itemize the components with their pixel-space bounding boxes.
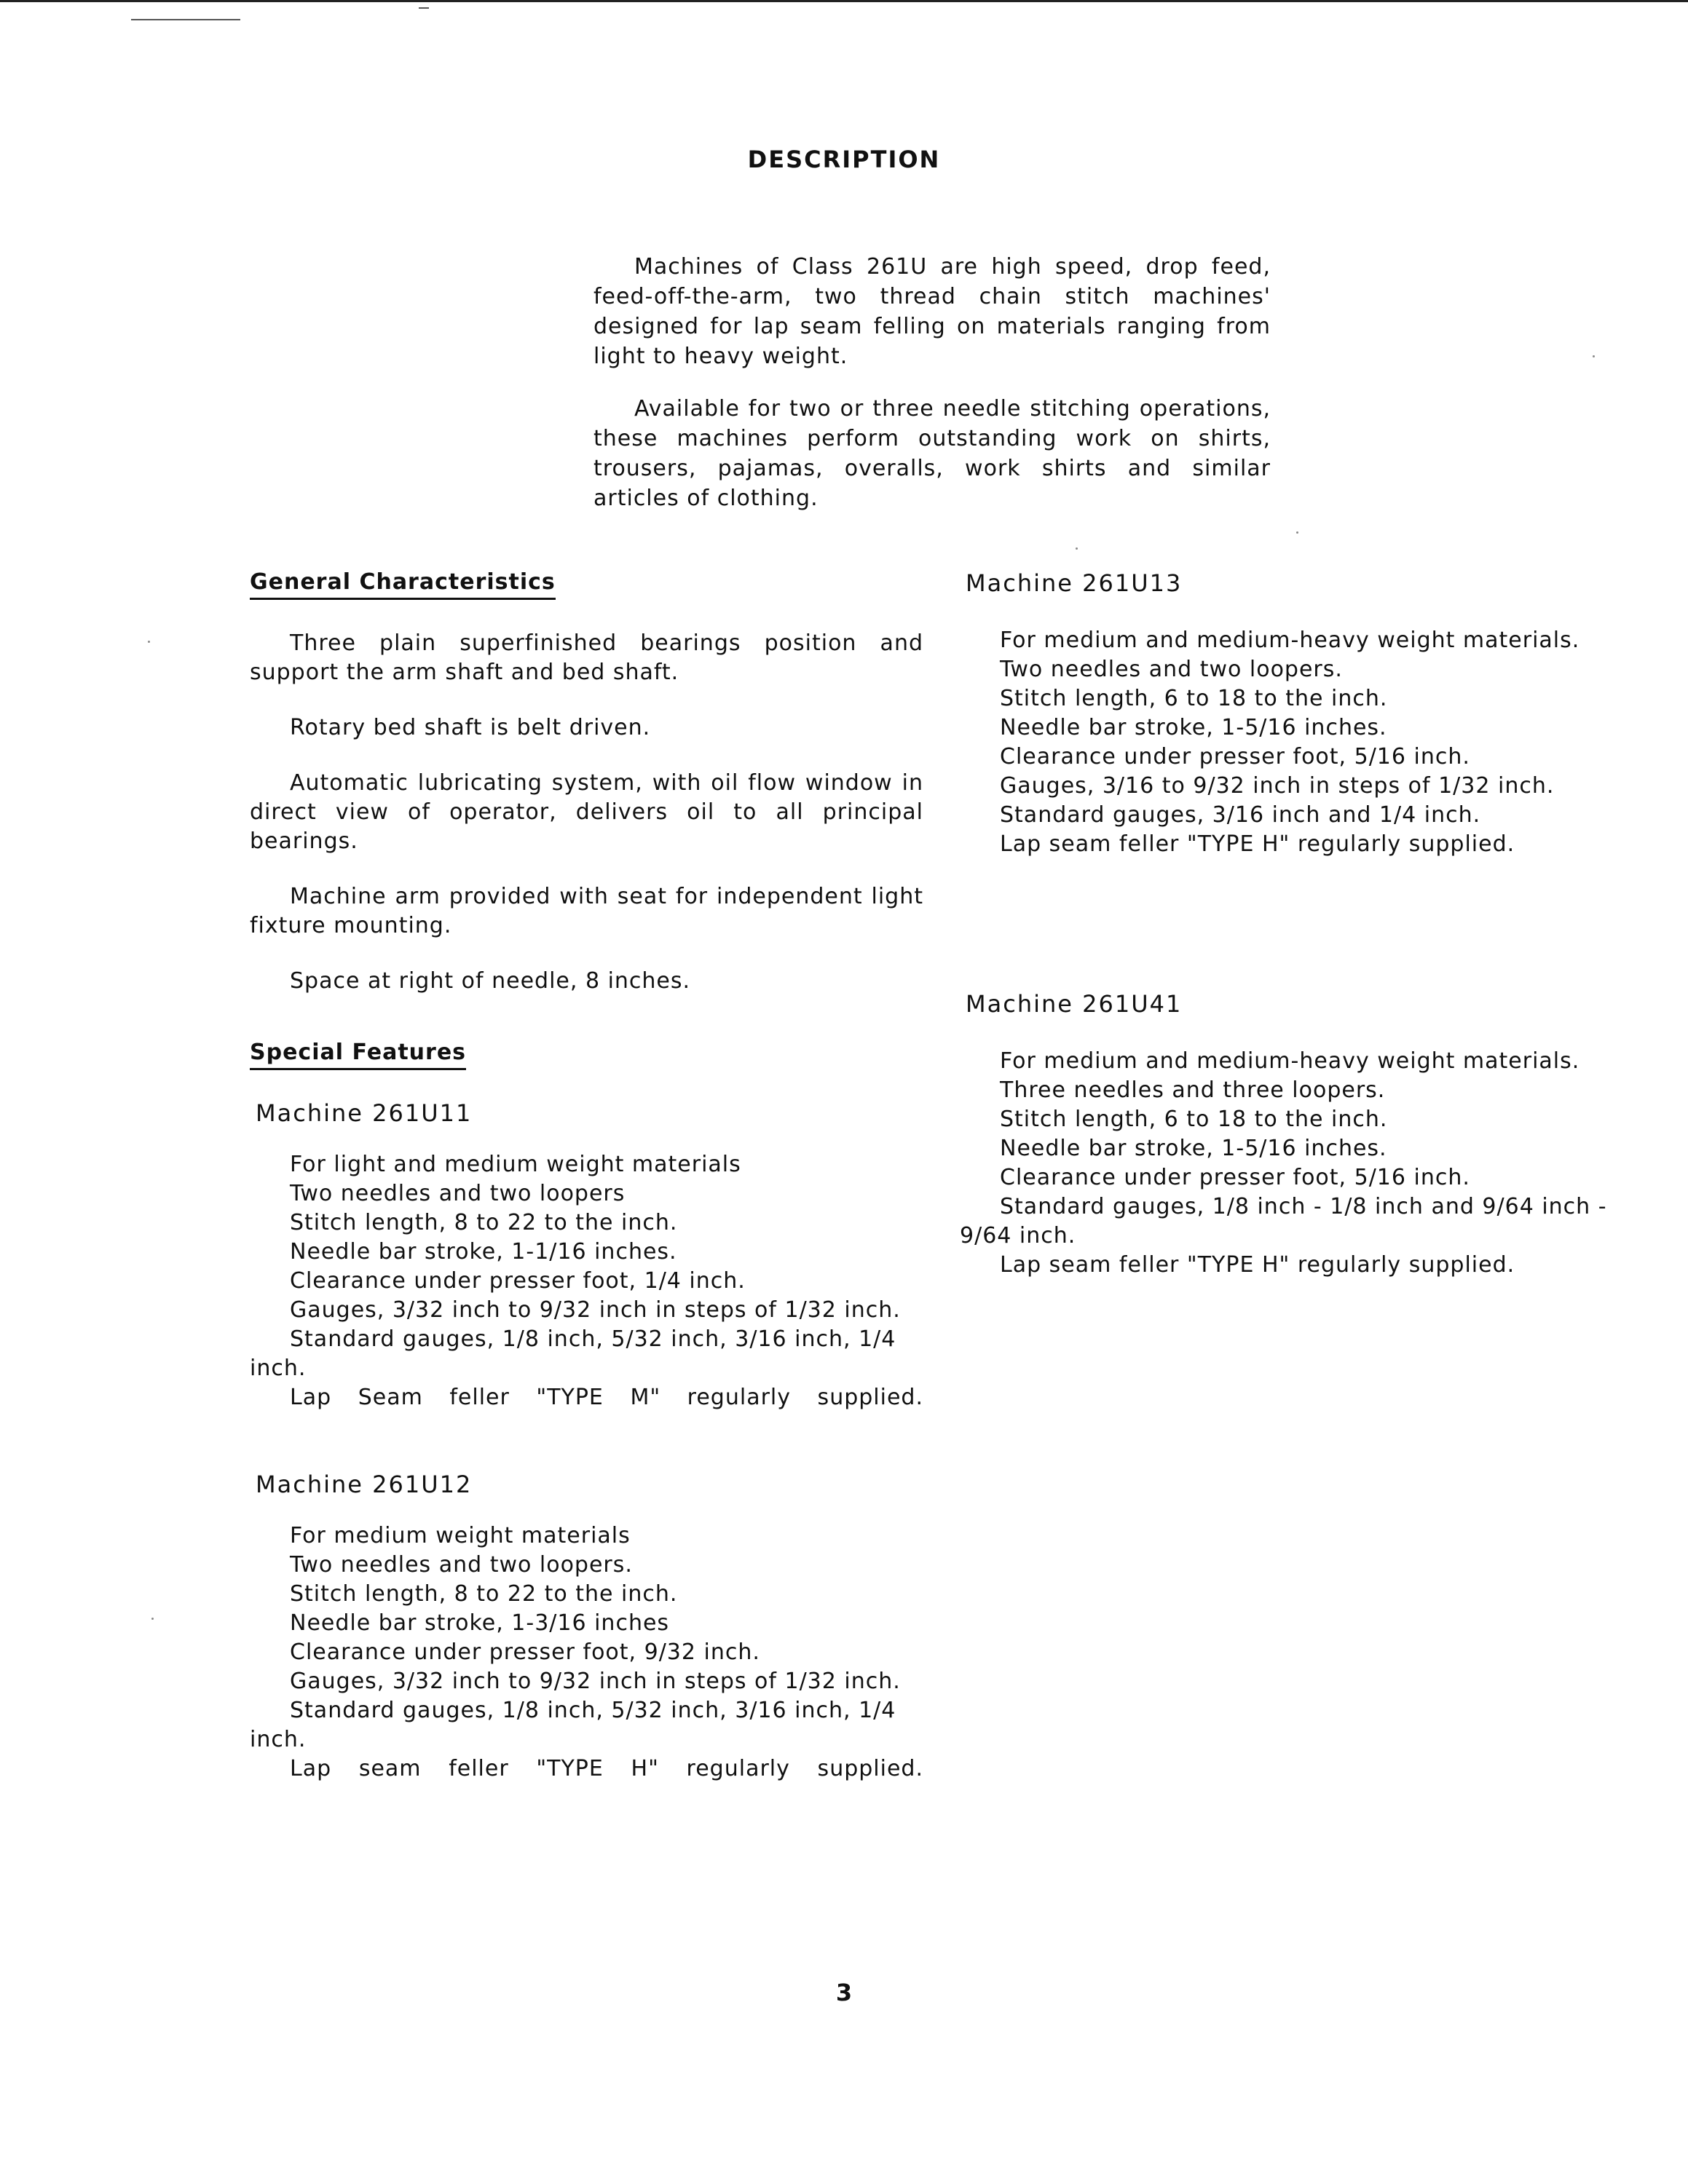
spec-item: Two needles and two loopers. (1000, 657, 1343, 682)
page-number: 3 (835, 1979, 853, 2006)
scan-speck (151, 1618, 154, 1620)
spec-item: Gauges, 3/16 to 9/32 inch in steps of 1/32 inch. (1000, 773, 1555, 799)
spec-item: Stitch length, 6 to 18 to the inch. (1000, 686, 1388, 711)
special-features-heading: Special Features (250, 1040, 466, 1070)
spec-item: Standard gauges, 1/8 inch - 1/8 inch and 9/64 inch - 9/64 inch. (960, 1194, 1607, 1249)
general-paragraph: Space at right of needle, 8 inches. (290, 968, 691, 994)
spec-item: Stitch length, 8 to 22 to the inch. (290, 1210, 678, 1235)
machine-title-261u41: Machine 261U41 (966, 990, 1183, 1018)
machine-title-261u11: Machine 261U11 (256, 1099, 473, 1127)
machine-specs-261u11 (250, 1150, 923, 1412)
spec-item: For light and medium weight materials (290, 1152, 741, 1177)
spec-item: Needle bar stroke, 1-3/16 inches (290, 1610, 670, 1636)
machine-title-261u13: Machine 261U13 (966, 569, 1183, 597)
general-paragraph: Automatic lubricating system, with oil flow window in direct view of operator, delivers oil to all principal bearings. (250, 770, 923, 854)
machine-specs-261u41 (960, 1047, 1644, 1280)
spec-item: Lap seam feller "TYPE H" regularly supplied. (290, 1756, 923, 1781)
page-title: DESCRIPTION (747, 146, 941, 173)
spec-item: Needle bar stroke, 1-1/16 inches. (290, 1239, 677, 1265)
scan-speck (148, 641, 150, 643)
spec-item: Lap Seam feller "TYPE M" regularly supplied. (290, 1385, 923, 1410)
intro-paragraph: Available for two or three needle stitching operations, these machines perform outstanding work on shirts, trousers, pajamas, overalls, work shirts and similar articles of clothing. (593, 396, 1271, 511)
spec-item: Stitch length, 6 to 18 to the inch. (1000, 1107, 1388, 1132)
spec-item: For medium weight materials (290, 1523, 631, 1548)
right-column (960, 569, 1644, 1280)
spec-item: Two needles and two loopers (290, 1181, 626, 1206)
intro-paragraph: Machines of Class 261U are high speed, drop feed, feed-off-the-arm, two thread chain stitch machines' designed for lap seam felling on materials ranging from light to heavy weight. (593, 254, 1271, 369)
scan-mark (131, 19, 240, 20)
machine-title-261u12: Machine 261U12 (256, 1471, 473, 1498)
general-paragraph: Rotary bed shaft is belt driven. (290, 715, 651, 740)
spec-item: For medium and medium-heavy weight materials. (1000, 628, 1580, 653)
spec-item: Standard gauges, 3/16 inch and 1/4 inch. (1000, 802, 1481, 828)
spec-item: Stitch length, 8 to 22 to the inch. (290, 1581, 678, 1607)
spec-item: Needle bar stroke, 1-5/16 inches. (1000, 715, 1387, 740)
general-paragraph: Three plain superfinished bearings position and support the arm shaft and bed shaft. (250, 630, 923, 685)
intro-section (593, 252, 1271, 536)
spec-item: Gauges, 3/32 inch to 9/32 inch in steps of 1/32 inch. (290, 1669, 901, 1694)
spec-item: Clearance under presser foot, 9/32 inch. (290, 1639, 760, 1665)
scan-speck (1593, 355, 1595, 357)
spec-item: Lap seam feller "TYPE H" regularly supplied. (1000, 1252, 1515, 1278)
general-paragraph: Machine arm provided with seat for independent light fixture mounting. (250, 884, 923, 938)
spec-item: Needle bar stroke, 1-5/16 inches. (1000, 1136, 1387, 1161)
general-characteristics-heading: General Characteristics (250, 569, 556, 600)
spec-item: For medium and medium-heavy weight materials. (1000, 1048, 1580, 1074)
spec-item: Clearance under presser foot, 5/16 inch. (1000, 744, 1470, 769)
spec-item: Standard gauges, 1/8 inch, 5/32 inch, 3/16 inch, 1/4 inch. (250, 1326, 896, 1381)
scan-speck (1296, 531, 1298, 534)
spec-item: Gauges, 3/32 inch to 9/32 inch in steps of 1/32 inch. (290, 1297, 901, 1323)
left-column (250, 569, 923, 1784)
scan-mark (419, 7, 429, 9)
spec-item: Two needles and two loopers. (290, 1552, 633, 1578)
machine-specs-261u13 (960, 626, 1644, 859)
spec-item: Three needles and three loopers. (1000, 1077, 1386, 1103)
machine-specs-261u12 (250, 1522, 923, 1784)
spec-item: Standard gauges, 1/8 inch, 5/32 inch, 3/16 inch, 1/4 inch. (250, 1698, 896, 1752)
spec-item: Clearance under presser foot, 5/16 inch. (1000, 1165, 1470, 1190)
spec-item: Lap seam feller "TYPE H" regularly supplied. (1000, 831, 1515, 857)
scan-speck (1076, 547, 1078, 550)
top-edge-rule (0, 0, 1688, 2)
spec-item: Clearance under presser foot, 1/4 inch. (290, 1268, 746, 1294)
